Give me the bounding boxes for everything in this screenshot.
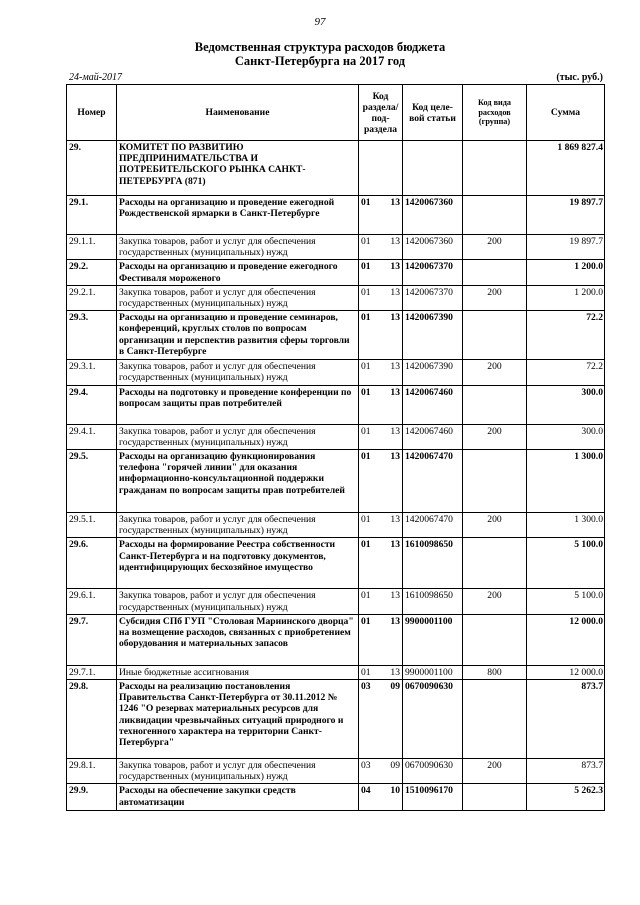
row-section: 01 [361,514,371,526]
row-number: 29.6. [67,538,117,589]
row-section-code [359,450,403,513]
row-name: Субсидия СПб ГУП "Столовая Мариинского дворца" на возмещение расходов, связанных с приобретением оборудования и материальных запасов [117,614,359,665]
row-number: 29.9. [67,784,117,811]
row-subsection: 13 [390,261,400,273]
table-row [67,450,605,513]
row-section-code [359,141,403,196]
header-name: Наименование [117,85,359,141]
row-sum: 19 897.7 [527,196,605,235]
row-section-code [359,759,403,784]
row-expense-type [463,260,527,285]
table-row [67,784,605,811]
row-section: 03 [361,760,371,772]
row-subsection: 10 [390,785,400,797]
row-subsection: 09 [390,681,400,693]
table-row [67,589,605,614]
row-section: 01 [361,361,371,373]
row-sum: 873.7 [527,680,605,759]
row-subsection: 13 [390,312,400,324]
header-section: Код раздела/ под- раздела [359,85,403,141]
row-section-code [359,285,403,310]
row-target-code: 9900001100 [403,665,463,679]
row-section-code [359,665,403,679]
table-row [67,311,605,360]
row-name: Расходы на реализацию постановления Правительства Санкт-Петербурга от 30.11.2012 № 1246 "О резервах материальных ресурсов для ликвидации чрезвычайных ситуаций природного и техногенного характера на территории Санкт-Петербурга" [117,680,359,759]
row-target-code: 1420067360 [403,235,463,260]
row-number: 29.6.1. [67,589,117,614]
row-section: 04 [361,785,371,797]
header-sum: Сумма [527,85,605,141]
title-line-2: Санкт-Петербурга на 2017 год [234,54,406,68]
budget-table [66,84,605,811]
row-sum: 1 869 827.4 [527,141,605,196]
row-subsection: 13 [390,286,400,298]
row-name: Расходы на формирование Реестра собственности Санкт-Петербурга и на подготовку документов, идентифицирующих бесхозяйное имущество [117,538,359,589]
table-row [67,538,605,589]
row-name: Расходы на организацию функционирования телефона "горячей линии" для оказания информационно-консультационной поддержки гражданам по вопросам защиты прав потребителей [117,450,359,513]
row-target-code [403,141,463,196]
row-name: Закупка товаров, работ и услуг для обеспечения государственных (муниципальных) нужд [117,589,359,614]
row-target-code: 0670090630 [403,759,463,784]
row-number: 29.2. [67,260,117,285]
row-section: 01 [361,197,371,208]
header-row [67,85,605,141]
row-section-code [359,311,403,360]
row-number: 29.7. [67,614,117,665]
row-target-code: 1420067460 [403,424,463,449]
header-number: Номер [67,85,117,141]
row-section: 01 [361,666,371,678]
row-number: 29.4. [67,385,117,424]
table-row [67,235,605,260]
row-subsection: 13 [390,361,400,373]
row-subsection: 09 [390,760,400,772]
row-subsection: 13 [390,386,400,398]
row-section-code [359,385,403,424]
page-number: 97 [314,16,326,28]
row-name: КОМИТЕТ ПО РАЗВИТИЮ ПРЕДПРИНИМАТЕЛЬСТВА И ПОТРЕБИТЕЛЬСКОГО РЫНКА САНКТ-ПЕТЕРБУРГА (871) [117,141,359,196]
row-expense-type: 200 [463,235,527,260]
row-number: 29. [67,141,117,196]
row-name: Закупка товаров, работ и услуг для обеспечения государственных (муниципальных) нужд [117,424,359,449]
row-name: Закупка товаров, работ и услуг для обеспечения государственных (муниципальных) нужд [117,513,359,538]
row-expense-type: 200 [463,759,527,784]
row-section: 01 [361,286,371,298]
row-sum: 1 200.0 [527,285,605,310]
row-target-code: 1420067470 [403,450,463,513]
row-target-code: 1420067390 [403,360,463,385]
row-number: 29.8. [67,680,117,759]
row-expense-type: 200 [463,285,527,310]
row-section: 03 [361,681,371,693]
title-line-1: Ведомственная структура расходов бюджета [194,40,446,54]
row-expense-type: 200 [463,589,527,614]
row-section: 01 [361,236,371,247]
row-subsection: 13 [390,666,400,678]
row-expense-type [463,450,527,513]
row-name: Иные бюджетные ассигнования [117,665,359,679]
row-target-code: 1610098650 [403,589,463,614]
row-section-code [359,260,403,285]
row-target-code: 1510096170 [403,784,463,811]
row-expense-type [463,311,527,360]
row-section: 01 [361,425,371,437]
row-section-code [359,784,403,811]
row-number: 29.8.1. [67,759,117,784]
row-target-code: 0670090630 [403,680,463,759]
header-type: Код вида расходов (группа) [463,85,527,141]
row-subsection: 13 [390,539,400,551]
row-section-code [359,589,403,614]
row-expense-type [463,196,527,235]
table-row [67,285,605,310]
row-name: Расходы на подготовку и проведение конференции по вопросам защиты прав потребителей [117,385,359,424]
row-section-code [359,513,403,538]
row-name: Расходы на обеспечение закупки средств автоматизации [117,784,359,811]
row-section: 01 [361,615,371,627]
table-row [67,614,605,665]
row-target-code: 1420067370 [403,260,463,285]
row-expense-type [463,614,527,665]
row-name: Расходы на организацию и проведение ежегодной Рождественской ярмарки в Санкт-Петербурге [117,196,359,235]
row-name: Расходы на организацию и проведение ежегодного Фестиваля мороженого [117,260,359,285]
units-label: (тыс. руб.) [556,72,603,83]
row-section: 01 [361,386,371,398]
row-target-code: 1420067470 [403,513,463,538]
row-expense-type [463,680,527,759]
row-sum: 1 300.0 [527,513,605,538]
header-target: Код целе- вой статьи [403,85,463,141]
row-section: 01 [361,312,371,324]
table-body [67,141,605,811]
row-subsection: 13 [390,425,400,437]
row-sum: 5 100.0 [527,538,605,589]
row-number: 29.1. [67,196,117,235]
row-number: 29.2.1. [67,285,117,310]
row-subsection: 13 [390,615,400,627]
row-name: Расходы на организацию и проведение семинаров, конференций, круглых столов по вопросам организации и перспектив развития сферы торговли в Санкт-Петербурге [117,311,359,360]
row-expense-type: 200 [463,513,527,538]
row-sum: 12 000.0 [527,665,605,679]
row-number: 29.3. [67,311,117,360]
row-section-code [359,196,403,235]
document-title [0,40,640,68]
row-expense-type [463,784,527,811]
table-row [67,385,605,424]
row-section-code [359,235,403,260]
row-subsection: 13 [390,197,400,208]
row-subsection: 13 [390,590,400,602]
row-number: 29.7.1. [67,665,117,679]
row-sum: 72.2 [527,360,605,385]
row-expense-type: 800 [463,665,527,679]
row-sum: 1 300.0 [527,450,605,513]
row-target-code: 1420067360 [403,196,463,235]
row-sum: 12 000.0 [527,614,605,665]
row-name: Закупка товаров, работ и услуг для обеспечения государственных (муниципальных) нужд [117,759,359,784]
row-target-code: 1610098650 [403,538,463,589]
row-sum: 873.7 [527,759,605,784]
row-sum: 300.0 [527,424,605,449]
table-row [67,260,605,285]
row-section-code [359,424,403,449]
row-section: 01 [361,590,371,602]
row-section-code [359,614,403,665]
row-target-code: 9900001100 [403,614,463,665]
row-name: Закупка товаров, работ и услуг для обеспечения государственных (муниципальных) нужд [117,360,359,385]
table-row [67,665,605,679]
row-target-code: 1420067390 [403,311,463,360]
row-sum: 1 200.0 [527,260,605,285]
row-subsection: 13 [390,451,400,463]
row-sum: 300.0 [527,385,605,424]
table-row [67,513,605,538]
row-number: 29.3.1. [67,360,117,385]
row-expense-type: 200 [463,360,527,385]
row-section: 01 [361,261,371,273]
row-expense-type [463,538,527,589]
table-row [67,759,605,784]
row-number: 29.5. [67,450,117,513]
row-target-code: 1420067370 [403,285,463,310]
row-sum: 19 897.7 [527,235,605,260]
row-expense-type [463,141,527,196]
row-section: 01 [361,451,371,463]
table-row [67,141,605,196]
row-number: 29.5.1. [67,513,117,538]
row-number: 29.1.1. [67,235,117,260]
row-section-code [359,538,403,589]
document-date: 24-май-2017 [69,72,123,83]
row-subsection: 13 [390,236,400,247]
row-sum: 72.2 [527,311,605,360]
row-target-code: 1420067460 [403,385,463,424]
table-row [67,196,605,235]
row-name: Закупка товаров, работ и услуг для обеспечения государственных (муниципальных) нужд [117,235,359,260]
row-section-code [359,360,403,385]
row-expense-type [463,385,527,424]
row-name: Закупка товаров, работ и услуг для обеспечения государственных (муниципальных) нужд [117,285,359,310]
table-row [67,680,605,759]
row-sum: 5 100.0 [527,589,605,614]
row-section: 01 [361,539,371,551]
row-number: 29.4.1. [67,424,117,449]
row-sum: 5 262.3 [527,784,605,811]
row-expense-type: 200 [463,424,527,449]
row-subsection: 13 [390,514,400,526]
table-row [67,424,605,449]
table-row [67,360,605,385]
row-section-code [359,680,403,759]
